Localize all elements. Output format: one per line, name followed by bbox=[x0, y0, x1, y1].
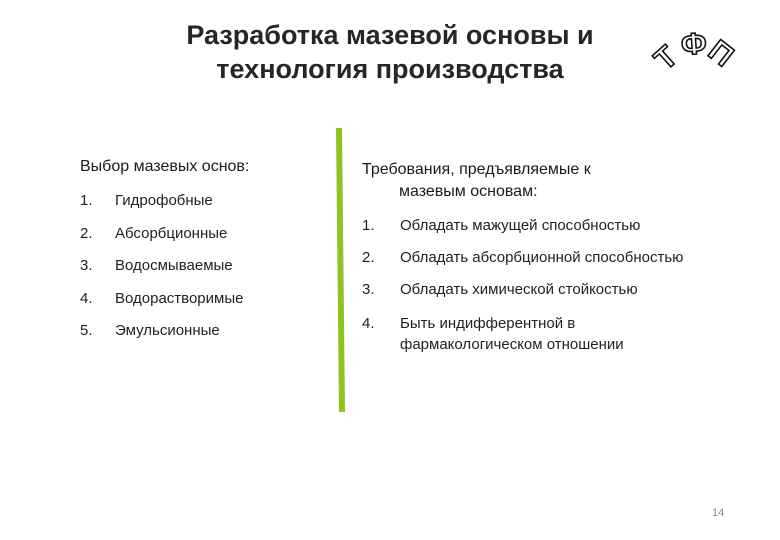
list-item bbox=[80, 191, 330, 224]
requirement-list bbox=[362, 215, 702, 355]
list-item bbox=[80, 289, 330, 322]
green-divider bbox=[332, 128, 346, 412]
page-number: 14 bbox=[712, 507, 725, 519]
item-number: 2. bbox=[362, 249, 375, 266]
list-item bbox=[80, 224, 330, 257]
item-number: 1. bbox=[362, 217, 375, 234]
list-item bbox=[362, 279, 702, 300]
item-text: Обладать мажущей способностью bbox=[400, 217, 641, 234]
title-line-2: технология производства bbox=[216, 54, 564, 84]
item-number: 4. bbox=[80, 289, 93, 307]
base-type-list bbox=[80, 191, 330, 354]
item-number: 1. bbox=[80, 192, 93, 209]
list-item bbox=[362, 215, 702, 236]
item-number: 4. bbox=[362, 315, 375, 332]
tfp-logo bbox=[650, 28, 740, 88]
right-heading bbox=[362, 159, 702, 203]
item-text: Абсорбционные bbox=[115, 224, 228, 242]
list-item bbox=[80, 321, 330, 354]
logo-letter-t: Т bbox=[648, 39, 685, 77]
title-line-1: Разработка мазевой основы и bbox=[186, 20, 594, 50]
item-text: Быть индифферентной в фармакологическом отношении bbox=[400, 315, 624, 353]
right-heading-line-2: мазевым основам: bbox=[399, 183, 538, 200]
logo-letter-p: П bbox=[702, 34, 740, 74]
list-item bbox=[362, 313, 702, 355]
item-text: Водосмываемые bbox=[115, 257, 233, 274]
item-text: Обладать химической стойкостью bbox=[400, 281, 638, 298]
list-item bbox=[362, 247, 702, 268]
ointment-base-selection bbox=[80, 157, 330, 354]
item-number: 3. bbox=[362, 281, 375, 298]
left-heading: Выбор мазевых основ: bbox=[80, 158, 250, 175]
slide-title bbox=[110, 18, 670, 86]
item-text: Эмульсионные bbox=[115, 322, 220, 339]
right-heading-line-1: Требования, предъявляемые к bbox=[362, 161, 591, 178]
item-text: Обладать абсорбционной способностью bbox=[400, 249, 684, 266]
item-text: Водорастворимые bbox=[115, 289, 244, 307]
list-item bbox=[80, 256, 330, 289]
logo-letter-f: Ф bbox=[679, 27, 708, 62]
item-number: 2. bbox=[80, 224, 93, 242]
item-text: Гидрофобные bbox=[115, 192, 213, 209]
ointment-base-requirements bbox=[362, 159, 702, 355]
item-number: 3. bbox=[80, 257, 93, 274]
item-number: 5. bbox=[80, 322, 93, 339]
